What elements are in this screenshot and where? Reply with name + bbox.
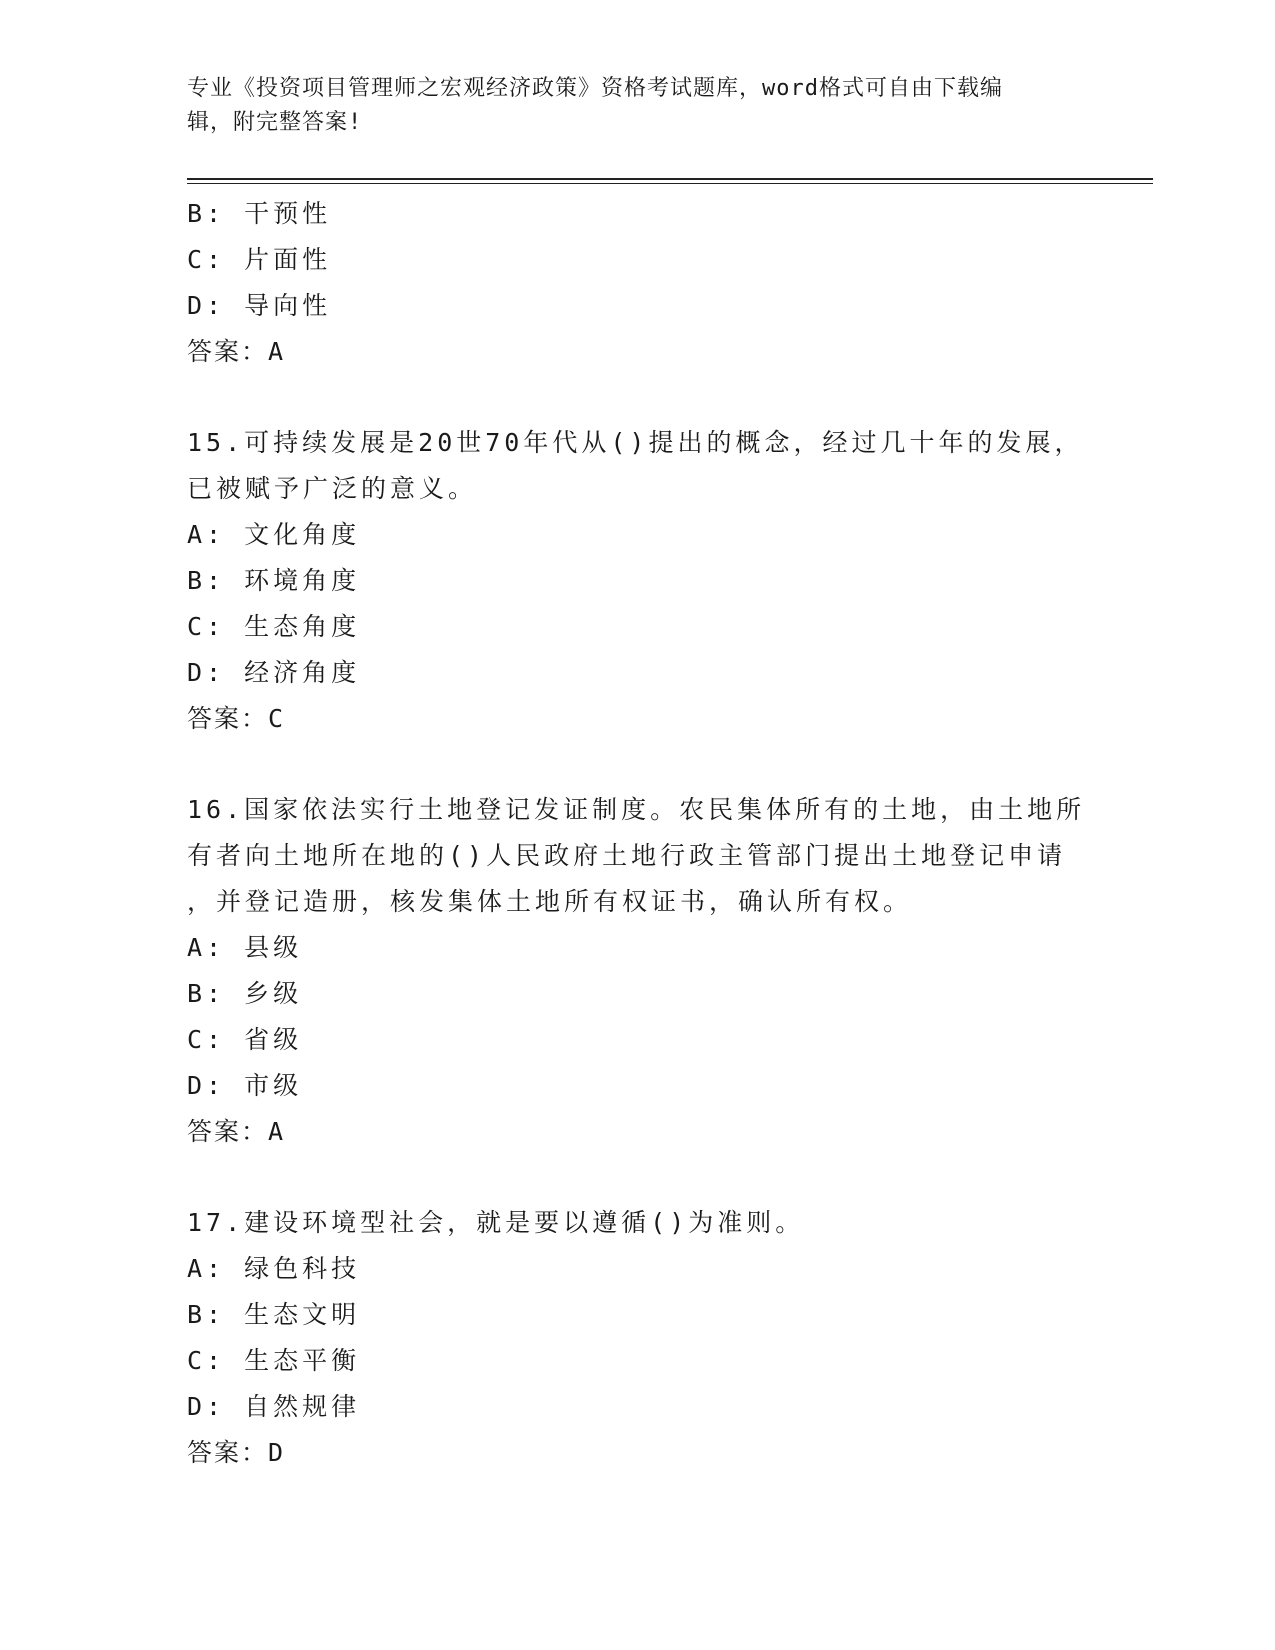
option-b: B: 乡级 — [187, 979, 303, 1008]
question-list — [187, 191, 1107, 1476]
answer: 答案：A — [187, 1117, 286, 1146]
option-d: D: 经济角度 — [187, 658, 361, 687]
option-c: C: 片面性 — [187, 245, 332, 274]
answer: 答案：C — [187, 704, 286, 733]
option-c: C: 生态平衡 — [187, 1346, 361, 1375]
option-b: B: 环境角度 — [187, 566, 361, 595]
option-c: C: 省级 — [187, 1025, 303, 1054]
option-d: D: 市级 — [187, 1071, 303, 1100]
option-d: D: 自然规律 — [187, 1392, 361, 1421]
question-text-line: 有者向土地所在地的()人民政府土地行政主管部门提出土地登记申请 — [187, 841, 1067, 870]
option-b: B: 生态文明 — [187, 1300, 361, 1329]
option-c: C: 生态角度 — [187, 612, 361, 641]
question-text-line: 已被赋予广泛的意义。 — [187, 474, 478, 503]
question-text-line: 17.建设环境型社会，就是要以遵循()为准则。 — [187, 1208, 805, 1237]
document-header — [187, 72, 1067, 140]
answer: 答案：A — [187, 337, 286, 366]
header-line-2: 辑，附完整答案! — [187, 110, 363, 135]
option-a: A: 县级 — [187, 933, 303, 962]
question-16 — [187, 787, 1107, 1155]
option-a: A: 文化角度 — [187, 520, 361, 549]
question-text-line: 15.可持续发展是20世70年代从()提出的概念，经过几十年的发展， — [187, 428, 1084, 457]
question-17 — [187, 1200, 1107, 1476]
option-d: D: 导向性 — [187, 291, 332, 320]
header-divider-bottom — [187, 183, 1153, 184]
header-line-1: 专业《投资项目管理师之宏观经济政策》资格考试题库，word格式可自由下载编 — [187, 76, 1003, 101]
carryover-block — [187, 191, 1107, 375]
answer: 答案：D — [187, 1438, 286, 1467]
question-text-line: ，并登记造册，核发集体土地所有权证书，确认所有权。 — [187, 887, 913, 916]
option-b: B: 干预性 — [187, 199, 332, 228]
header-divider-top — [187, 178, 1153, 180]
question-text-line: 16.国家依法实行土地登记发证制度。农民集体所有的土地，由土地所 — [187, 795, 1086, 824]
question-15 — [187, 420, 1107, 742]
option-a: A: 绿色科技 — [187, 1254, 361, 1283]
